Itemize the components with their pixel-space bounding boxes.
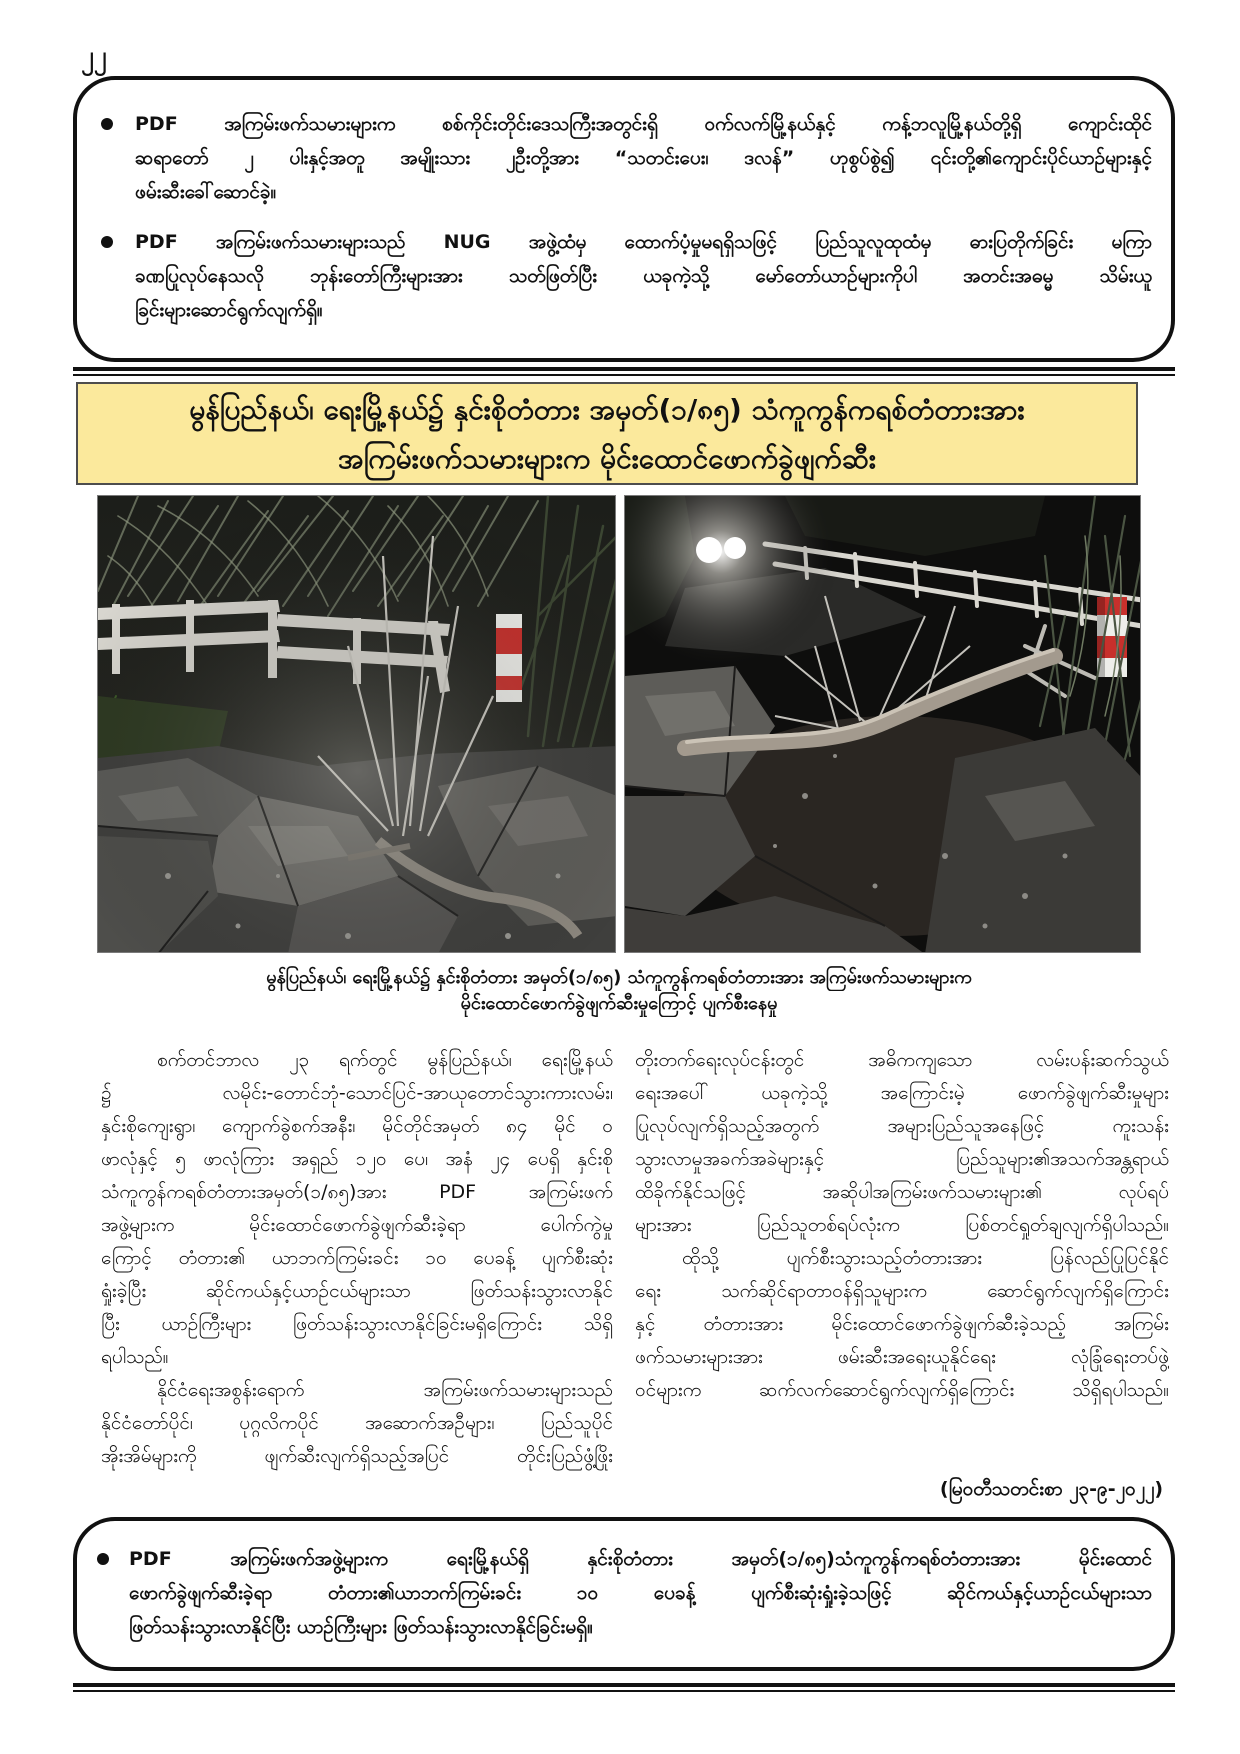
- article-line: နိုင်ငံရေးအစွန်းရောက် အကြမ်းဖက်သမားများသည်: [157, 1379, 613, 1401]
- bullet-line: ဖမ်းဆီးခေါ်ဆောင်ခဲ့။: [135, 181, 277, 203]
- article-line: ဝင်များက ဆက်လက်ဆောင်ရွက်လျက်ရှိကြောင်း သိရှိရပါသည်။: [635, 1379, 1169, 1401]
- article-line: ဖက်သမားများအား ဖမ်းဆီးအရေးယူနိုင်ရေး လုံခြုံရေးတပ်ဖွဲ့: [635, 1346, 1169, 1368]
- bullet-line: ဆရာတော် ၂ ပါးနှင့်အတူ အမျိုးသား ၂ဦးတို့အား “သတင်းပေး၊ ဒလန်” ဟုစွပ်စွဲ၍ ၎င်းတို့၏ကျောင်းပိုင်ယာဉ်များနှင့်: [135, 147, 1152, 169]
- article-line: နှင့် တံတားအား မိုင်းထောင်ဖောက်ခွဲဖျက်ဆီးခဲ့သည့် အကြမ်း: [635, 1313, 1169, 1335]
- bullet-line: PDF အကြမ်းဖက်အဖွဲ့များက ရေးမြို့နယ်ရှိ နှင်းစိုတံတား အမှတ်(၁/၈၅)သံကူကွန်ကရစ်တံတားအား မိုင်းထောင်: [129, 1548, 1152, 1570]
- divider-rule: [73, 1690, 1175, 1692]
- article-line: အိုးအိမ်များကို ဖျက်ဆီးလျက်ရှိသည့်အပြင် တိုင်းပြည်ဖွံ့ဖြိုး: [101, 1445, 613, 1467]
- article-line: တိုးတက်ရေးလုပ်ငန်းတွင် အဓိကကျသော လမ်းပန်းဆက်သွယ်: [635, 1049, 1169, 1071]
- bullet-line: PDF အကြမ်းဖက်သမားများက စစ်ကိုင်းတိုင်းဒေသကြီးအတွင်းရှိ ဝက်လက်မြို့နယ်နှင့် ကန့်ဘလူမြို့နယ်တို့ရှိ ကျောင်းထိုင်: [135, 113, 1152, 135]
- article-line: ထိုသို့ ပျက်စီးသွားသည့်တံတားအား ပြန်လည်ပြုပြင်နိုင်: [682, 1247, 1169, 1269]
- bullet-line: ခြင်းများဆောင်ရွက်လျက်ရှိ။: [135, 299, 323, 321]
- headline-line: မွန်ပြည်နယ်၊ ရေးမြို့နယ်၌ နှင်းစိုတံတား အမှတ်(၁/၈၅) သံကူကွန်ကရစ်တံတားအား: [189, 393, 1025, 426]
- article-line: ထိခိုက်နိုင်သဖြင့် အဆိုပါအကြမ်းဖက်သမားများ၏ လုပ်ရပ်: [635, 1181, 1169, 1203]
- article-line: စက်တင်ဘာလ ၂၃ ရက်တွင် မွန်ပြည်နယ်၊ ရေးမြို့နယ်: [157, 1049, 613, 1071]
- article-line: အဖွဲ့များက မိုင်းထောင်ဖောက်ခွဲဖျက်ဆီးခဲ့ရာ ပေါက်ကွဲမှု: [101, 1214, 613, 1236]
- article-line: နိုင်ငံတော်ပိုင်၊ ပုဂ္ဂလိကပိုင် အဆောက်အဦများ၊ ပြည်သူပိုင်: [101, 1412, 613, 1434]
- article-line: နှင်းစိုကျေးရွာ၊ ကျောက်ခွဲစက်အနီး၊ မိုင်တိုင်အမှတ် ၈၄ မိုင် ၀: [101, 1115, 613, 1137]
- photo-left: [97, 495, 616, 953]
- bullet-icon: [101, 236, 113, 248]
- article-line: များအား ပြည်သူတစ်ရပ်လုံးက ပြစ်တင်ရှုတ်ချလျက်ရှိပါသည်။: [635, 1214, 1169, 1236]
- bullet-line: ဖြတ်သန်းသွားလာနိုင်ပြီး ယာဉ်ကြီးများ ဖြတ်သန်းသွားလာနိုင်ခြင်းမရှိ။: [129, 1616, 593, 1638]
- bullet-icon: [97, 1553, 109, 1565]
- divider-rule: [73, 1683, 1175, 1687]
- headline-line: အကြမ်းဖက်သမားများက မိုင်းထောင်ဖောက်ခွဲဖျက်ဆီး: [337, 442, 876, 475]
- article-line: ရပါသည်။: [101, 1346, 169, 1368]
- divider-rule: [73, 367, 1175, 371]
- caption-line: မွန်ပြည်နယ်၊ ရေးမြို့နယ်၌ နှင်းစိုတံတား အမှတ်(၁/၈၅) သံကူကွန်ကရစ်တံတားအား အကြမ်းဖက်သမားများက: [266, 967, 972, 988]
- article-line: ပြီး ယာဉ်ကြီးများ ဖြတ်သန်းသွားလာနိုင်ခြင်းမရှိကြောင်း သိရှိ: [101, 1313, 613, 1335]
- caption-line: မိုင်းထောင်ဖောက်ခွဲဖျက်ဆီးမှုကြောင့် ပျက်စီးနေမှု: [460, 993, 778, 1014]
- photo-right: [624, 495, 1141, 953]
- source-credit: (မြဝတီသတင်းစာ ၂၃-၉-၂၀၂၂): [939, 1478, 1163, 1500]
- bullet-line: ဖောက်ခွဲဖျက်ဆီးခဲ့ရာ တံတား၏ယာဘက်ကြမ်းခင်း ၁၀ ပေခန့် ပျက်စီးဆုံးရှုံးခဲ့သဖြင့် ဆိုင်ကယ်နှင့်ယာဉ်ငယ်များသာ: [129, 1582, 1152, 1604]
- article-line: ဖာလုံနှင့် ၅ ဖာလုံကြား အရှည် ၁၂၀ ပေ၊ အနံ ၂၄ ပေရှိ နှင်းစို: [101, 1148, 613, 1170]
- article-line: ရေးအပေါ် ယခုကဲ့သို့ အကြောင်းမဲ့ ဖောက်ခွဲဖျက်ဆီးမှုများ: [635, 1082, 1169, 1104]
- article-line: သံကူကွန်ကရစ်တံတားအမှတ်(၁/၈၅)အား PDF အကြမ်းဖက်: [101, 1181, 613, 1203]
- bullet-icon: [101, 118, 113, 130]
- article-line: ရေး သက်ဆိုင်ရာတာဝန်ရှိသူများက ဆောင်ရွက်လျက်ရှိကြောင်း: [635, 1280, 1169, 1302]
- bullet-line: ခဏပြုလုပ်နေသလို ဘုန်းတော်ကြီးများအား သတ်ဖြတ်ပြီး ယခုကဲ့သို့ မော်တော်ယာဉ်များကိုပါ အတင်းအဓမ္မ သိမ်းယူ: [135, 265, 1152, 287]
- article-line: ၌ လမိုင်း-တောင်ဘုံ-သောင်ပြင်-အာယုတောင်သွားကားလမ်း၊: [101, 1082, 613, 1104]
- divider-rule: [73, 374, 1175, 376]
- article-line: ကြောင့် တံတား၏ ယာဘက်ကြမ်းခင်း ၁၀ ပေခန့် ပျက်စီးဆုံး: [101, 1247, 613, 1269]
- article-line: သွားလာမှုအခက်အခဲများနှင့် ပြည်သူများ၏အသက်အန္တရာယ်: [635, 1148, 1169, 1170]
- article-line: ပြုလုပ်လျက်ရှိသည့်အတွက် အများပြည်သူအနေဖြင့် ကူးသန်း: [635, 1115, 1169, 1137]
- page-number: ၂၂: [81, 41, 107, 71]
- article-line: ရှုံးခဲ့ပြီး ဆိုင်ကယ်နှင့်ယာဉ်ငယ်များသာ ဖြတ်သန်းသွားလာနိုင်: [101, 1280, 613, 1302]
- bullet-line: PDF အကြမ်းဖက်သမားများသည် NUG အဖွဲ့ထံမှ ထောက်ပံ့မှုမရရှိသဖြင့် ပြည်သူလူထုထံမှ ဓားပြတိုက်ခြင်း မကြာ: [135, 231, 1152, 253]
